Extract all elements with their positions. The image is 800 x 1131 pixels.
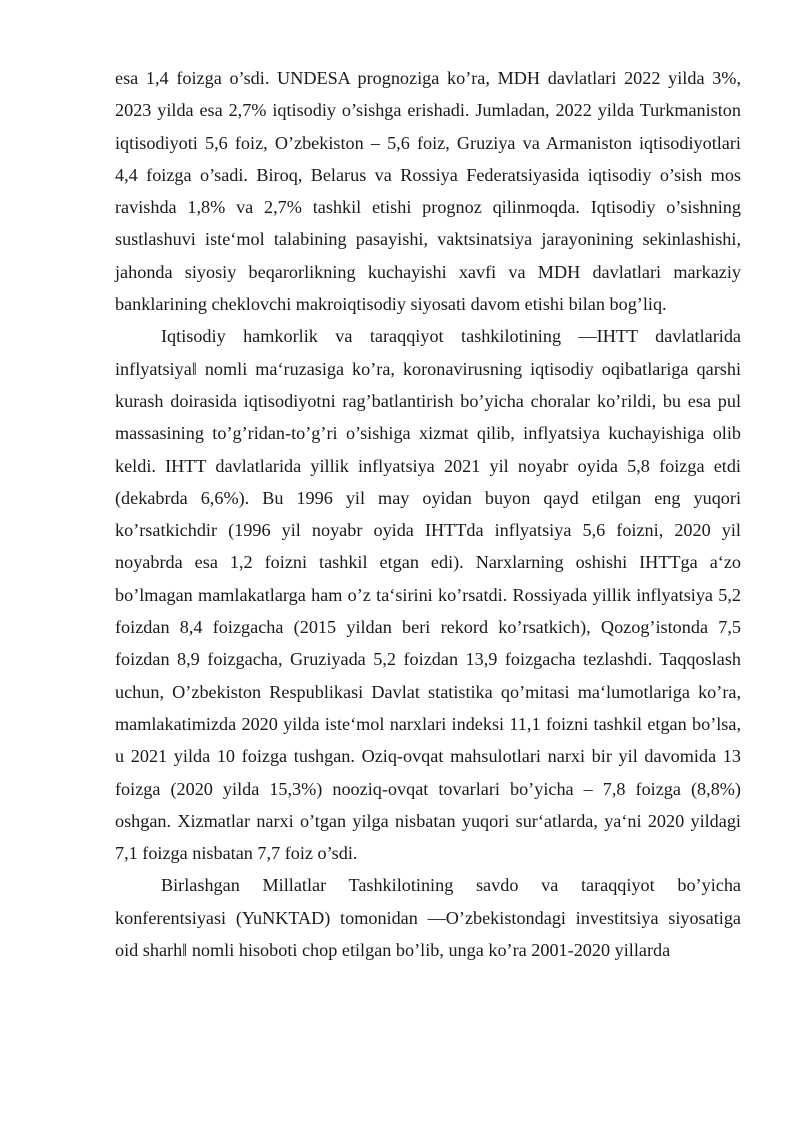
paragraph-unctad-review: Birlashgan Millatlar Tashkilotining savdo va taraqqiyot bo’yicha konferentsiyasi (YuNKTAD) tomonidan ―O’zbekistondagi investitsiya siyosatiga oid sharh‖ nomli hisoboti chop etilgan bo’lib, unga ko’ra 2001-2020 yillarda: [115, 875, 741, 961]
paragraph-ihtt-inflation: Iqtisodiy hamkorlik va taraqqiyot tashkilotining ―IHTT davlatlarida inflyatsiya‖ nomli ma‘ruzasiga ko’ra, koronavirusning iqtisodiy oqibatlariga qarshi kurash doirasida iqtisodiyotni rag’batlantirish bo’yicha choralar ko’rildi, bu esa pul massasining to’g’ridan-to’g’ri o’sishiga xizmat qilib, inflyatsiya kuchayishiga olib keldi. IHTT davlatlarida yillik inflyatsiya 2021 yil noyabr oyida 5,8 foizga etdi (dekabrda 6,6%). Bu 1996 yil may oyidan buyon qayd etilgan eng yuqori ko’rsatkichdir (1996 yil noyabr oyida IHTTda inflyatsiya 5,6 foizni, 2020 yil noyabrda esa 1,2 foizni tashkil etgan edi). Narxlarning oshishi IHTTga a‘zo bo’lmagan mamlakatlarga ham o’z ta‘sirini ko’rsatdi. Rossiyada yillik inflyatsiya 5,2 foizdan 8,4 foizgacha (2015 yildan beri rekord ko’rsatkich), Qozog’istonda 7,5 foizdan 8,9 foizgacha, Gruziyada 5,2 foizdan 13,9 foizgacha tezlashdi. Taqqoslash uchun, O’zbekiston Respublikasi Davlat statistika qo’mitasi ma‘lumotlariga ko’ra, mamlakatimizda 2020 yilda iste‘mol narxlari indeksi 11,1 foizni tashkil etgan bo’lsa, u 2021 yilda 10 foizga tushgan. Oziq-ovqat mahsulotlari narxi bir yil davomida 13 foizga (2020 yilda 15,3%) nooziq-ovqat tovarlari bo’yicha – 7,8 foizga (8,8%) oshgan. Xizmatlar narxi o’tgan yilga nisbatan yuqori sur‘atlarda, ya‘ni 2020 yildagi 7,1 foizga nisbatan 7,7 foiz o’sdi.: [115, 326, 741, 864]
paragraph-continuation: esa 1,4 foizga o’sdi. UNDESA prognoziga ko’ra, MDH davlatlari 2022 yilda 3%, 2023 yilda esa 2,7% iqtisodiy o’sishga erishadi. Jumladan, 2022 yilda Turkmaniston iqtisodiyoti 5,6 foiz, O’zbekiston – 5,6 foiz, Gruziya va Armaniston iqtisodiyotlari 4,4 foizga o’sadi. Biroq, Belarus va Rossiya Federatsiyasida iqtisodiy o’sish mos ravishda 1,8% va 2,7% tashkil etishi prognoz qilinmoqda. Iqtisodiy o’sishning sustlashuvi iste‘mol talabining pasayishi, vaktsinatsiya jarayonining sekinlashishi, jahonda siyosiy beqarorlikning kuchayishi xavfi va MDH davlatlari markaziy banklarining cheklovchi makroiqtisodiy siyosati davom etishi bilan bog’liq.: [115, 68, 741, 315]
body-text: [115, 62, 741, 966]
